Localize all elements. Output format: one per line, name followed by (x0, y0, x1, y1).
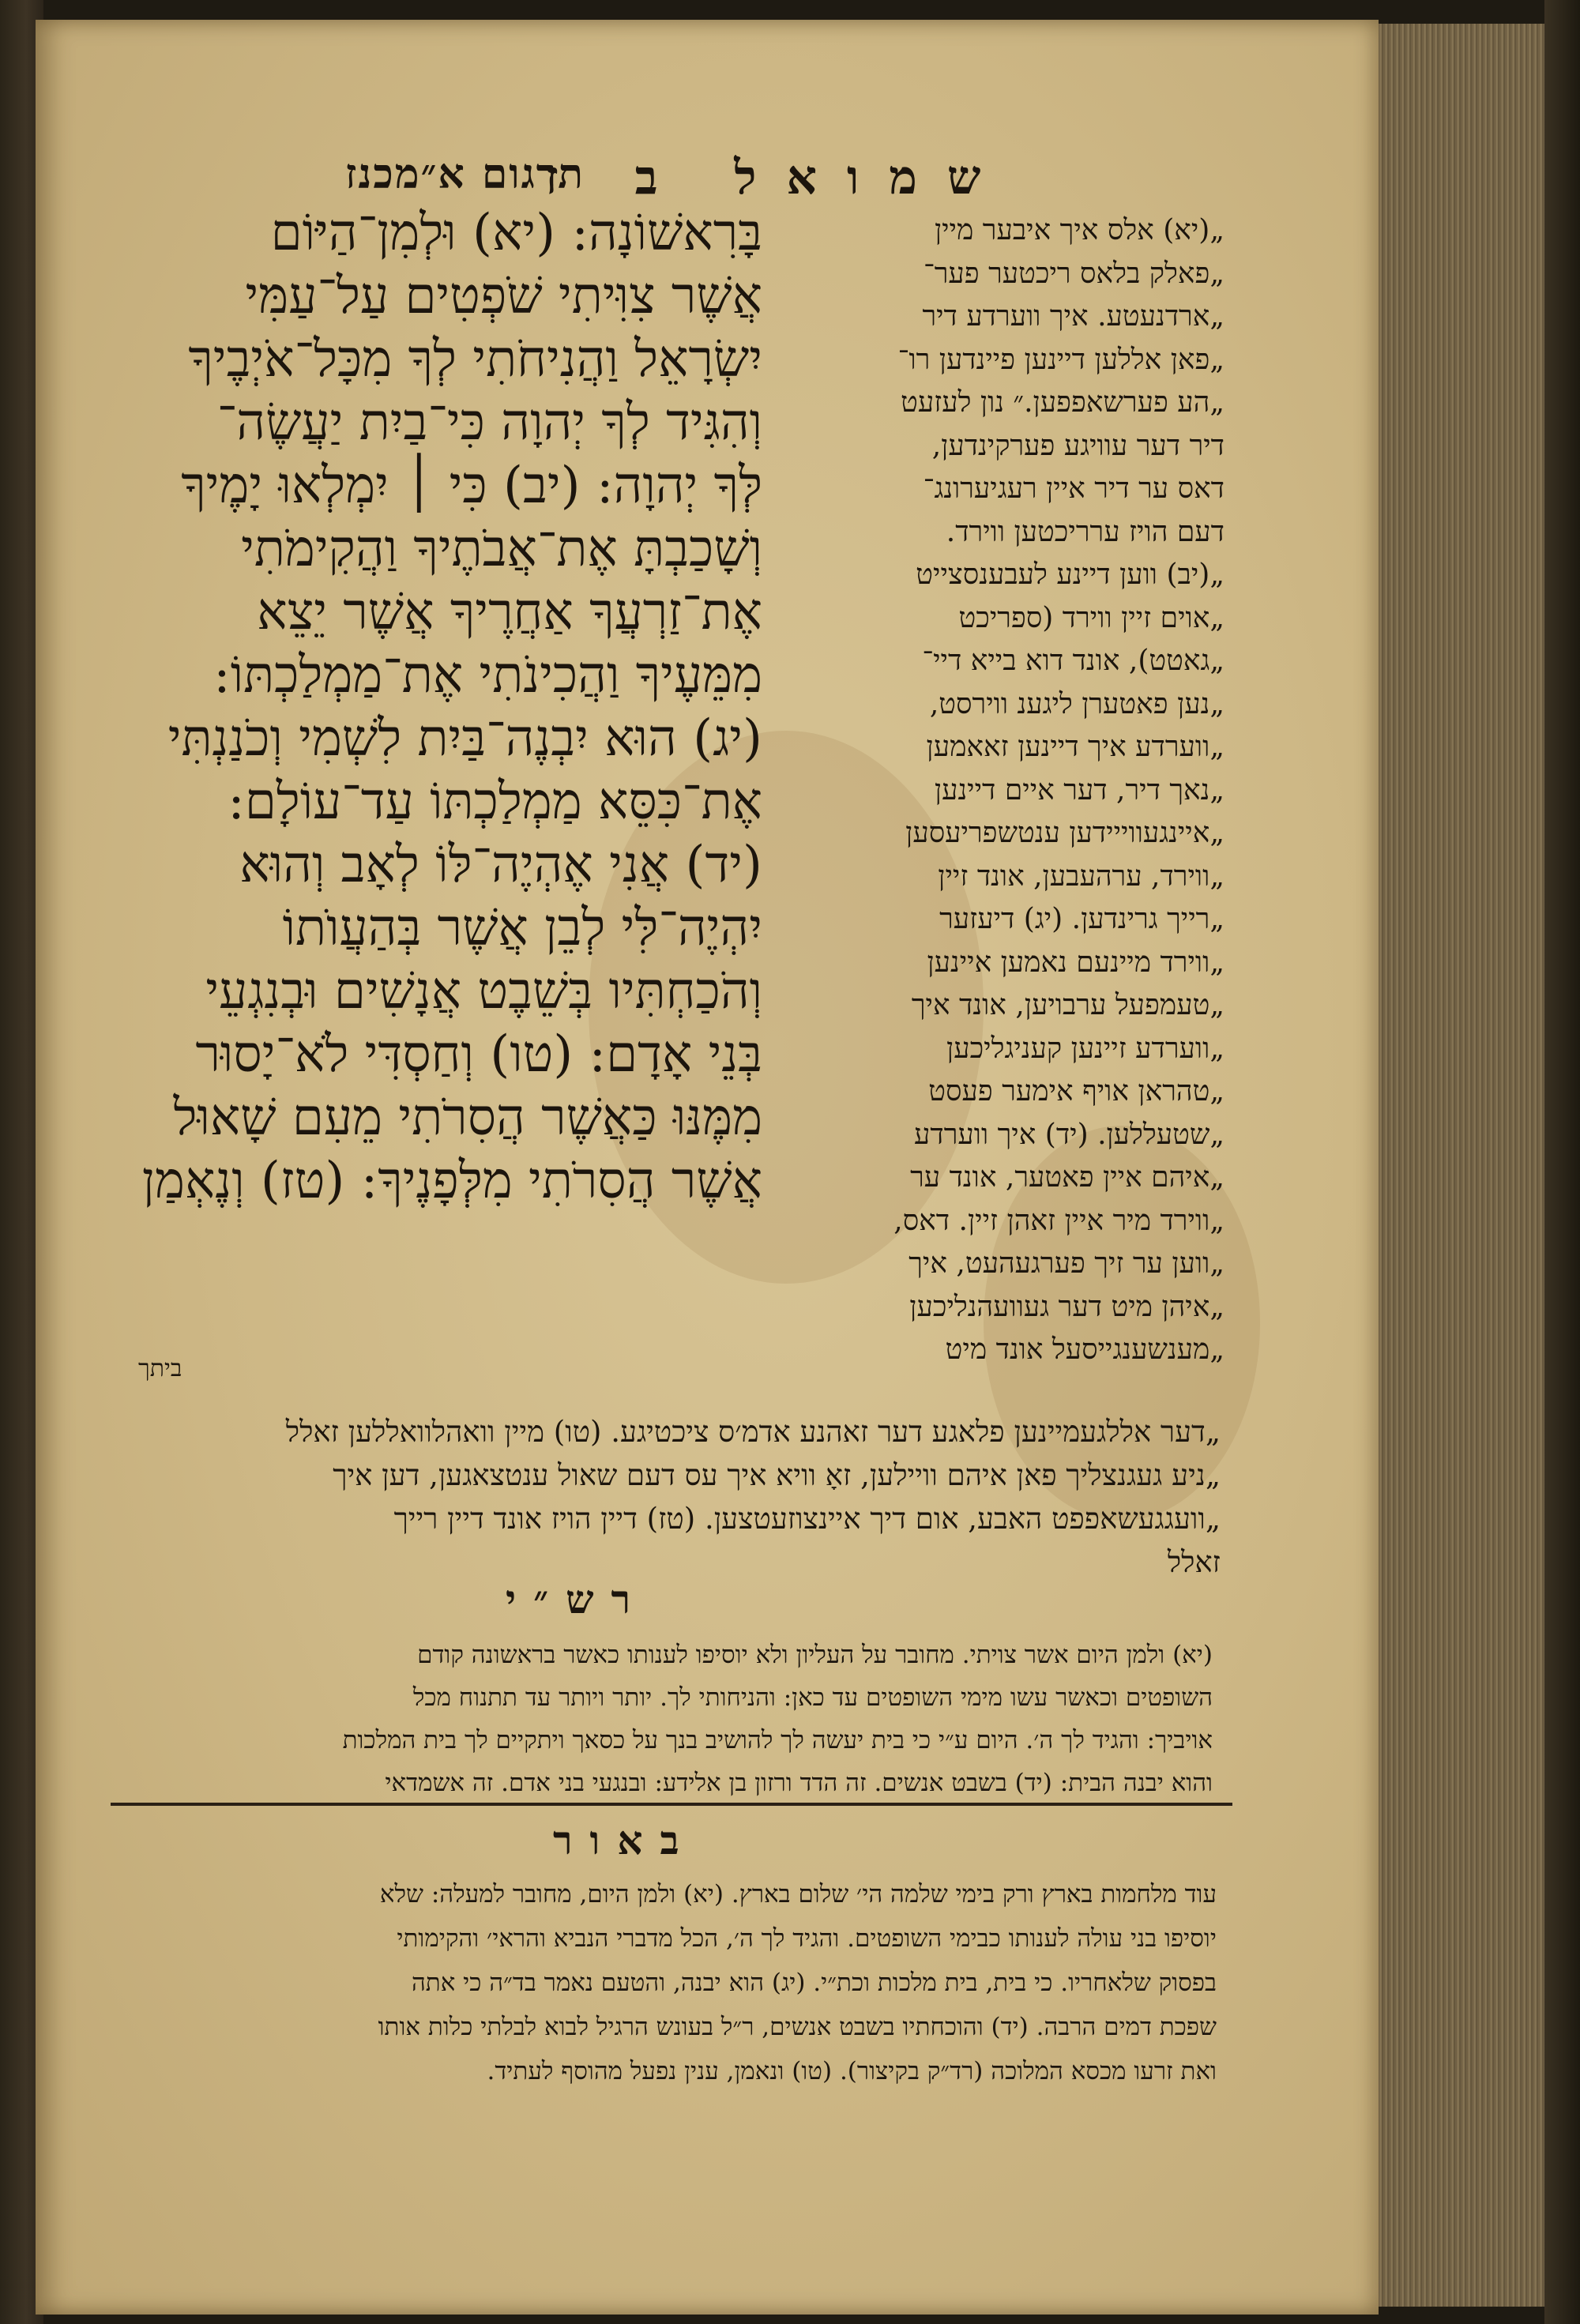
targum-line: דיר דער עוויגע פערקינדען, (931, 429, 1224, 462)
targum-line: „נען פאטערן ליגענ ווירסט, (929, 687, 1224, 720)
targum-wide-line: „וועגגעשאפפט האבע, אום דיך איינצוזעטצען. (טז) דיין הויז אונד דיין רייך (393, 1502, 1221, 1536)
page-edges (1379, 24, 1544, 2307)
targum-line: „מענשענגייסעל אונד מיט (945, 1333, 1224, 1366)
rashi-line: והוא יבנה הבית: (יד) בשבט אנשים. זה הדד ורזון בן אלידע: ובנגעי בני אדם. זה אשמדאי (385, 1769, 1213, 1797)
targum-line: „טהראן אויף אימער פעסט (928, 1075, 1224, 1107)
targum-line: „איהן מיט דער געוועהנליכען (909, 1290, 1224, 1323)
targum-line: דאס ער דיר איין רעגיערונג־ (923, 472, 1224, 505)
bible-line: מִמֶּנּוּ כַּאֲשֶׁר הֲסִרֹתִי מֵעִם שָׁאוּל (173, 1089, 762, 1147)
rashi-line: השופטים וכאשר עשו מימי השופטים עד כאן: והניחותי לך. יותר ויותר עד תתנוח מכל (412, 1683, 1213, 1712)
targum-line: „פאלק בלאס ריכטער פער־ (923, 257, 1224, 290)
bible-line: וְהִגִּיד לְךָ יְהוָה כִּי־בַיִת יַעֲשֶׂה־ (216, 393, 762, 452)
targum-line: „גאטט), אונד דוא בייא דיי־ (922, 645, 1224, 677)
targum-line: „אוים זיין ווירד (ספריכט (958, 601, 1224, 634)
bible-line: בְּנֵי אָדָם: (טו) וְחַסְדִּי לֹא־יָסוּר (195, 1025, 762, 1084)
rashi-commentary (115, 1634, 1213, 1804)
targum-line: „(יב) ווען דיינע לעבענסצייט (916, 558, 1224, 591)
biur-line: שפכת דמים הרבה. (יד) והוכחתיו בשבט אנשים, ר״ל בעונש הרגיל לבוא לבלתי כלות אותו (378, 2013, 1217, 2041)
bible-line: יִהְיֶה־לִּי לְבֵן אֲשֶׁר בְּהַעֲוֺתוֹ (282, 899, 762, 957)
targum-line: „ווירד מיר איין זאהן זיין. דאס, (893, 1204, 1224, 1237)
biur-title: באור (553, 1817, 697, 1863)
biur-commentary (111, 1872, 1217, 2093)
bible-line: אֲשֶׁר צִוִּיתִי שֹׁפְטִים עַל־עַמִּי (245, 267, 762, 325)
rashi-title: רש״י (506, 1576, 649, 1623)
bible-line: וְשָׁכַבְתָּ אֶת־אֲבֹתֶיךָ וַהֲקִימֹתִי (241, 520, 762, 578)
bible-line: יִשְׂרָאֵל וַהֲנִיחֹתִי לְךָ מִכָּל־אֹיְבֶיךָ (188, 330, 762, 389)
targum-continuation (118, 1410, 1221, 1584)
bible-line: לְּךָ יְהוָה: (יב) כִּי ׀ יִמְלְאוּ יָמֶיךָ (181, 457, 762, 515)
targum-line: „ווירד, ערהעבען, אונד זיין (938, 859, 1224, 893)
targum-column (798, 209, 1224, 1372)
targum-line: דעם הויז ערריכטען ווירד. (946, 515, 1224, 548)
rashi-line: אויביך: והגיד לך ה׳. היום ע״י כי בית יעשה לך להושיב בנך על כסאך ויתקיים לך בית המלכות (342, 1726, 1213, 1754)
targum-line: „ווירד מיינעם נאמען איינען (927, 946, 1224, 979)
bible-text-column (126, 201, 762, 1213)
biur-line: ואת זרעו מכסא המלוכה (רד״ק בקיצור). (טו) ונאמן, ענין נפעל מהוסף לעתיד. (487, 2057, 1217, 2085)
targum-line: „טעמפעל ערבויען, אונד איך (911, 989, 1224, 1021)
targum-line: „הע פערשאפפען.״ נון לעזעט (901, 386, 1224, 419)
targum-wide-line: „דער אללגעמיינען פלאגע דער זאהנע אדמ׳ס ציכטיגע. (טו) מיין וואהלוואללען זאלל (285, 1415, 1221, 1449)
targum-line: „(יא) אלס איך איבער מיין (934, 214, 1224, 246)
biur-line: עוד מלחמות בארץ ורק בימי שלמה הי׳ שלום בארץ. (יא) ולמן היום, מחובר למעלה: שלא (379, 1880, 1217, 1908)
catchword: ביתך (138, 1355, 182, 1382)
targum-line: „ארדנעטע. איך ווערדע דיר (922, 300, 1224, 333)
targum-line: „איינגעווייידען ענטשפריעסען (905, 817, 1224, 849)
targum-line: „ווערדע זיינען קעניגליכען (946, 1032, 1224, 1065)
targum-line: „ווען ער זיך פערגעהעט, איך (908, 1247, 1224, 1280)
targum-line: „נאך דיר, דער איים דיינען (934, 773, 1224, 807)
targum-line: „ווערדע איך דיינען זאאמען (926, 731, 1224, 763)
bible-line: (יד) אֲנִי אֶהְיֶה־לּוֹ לְאָב וְהוּא (239, 836, 762, 894)
biur-line: יוסיפו בני עולה לענותו כבימי השופטים. והגיד לך ה׳, הכל מדברי הנביא והראי׳ והקימותי (397, 1924, 1217, 1953)
targum-line: „שטעללען. (יד) איך ווערדע (914, 1118, 1224, 1151)
book-header: שמואל ב ז (545, 150, 1011, 205)
rashi-line: (יא) ולמן היום אשר צויתי. מחובר על העליון ולא יוסיפו לענותו כאשר בראשונה קודם (417, 1641, 1213, 1669)
bible-line: מִמֵּעֶיךָ וַהֲכִינֹתִי אֶת־מַמְלַכְתּוֹ: (213, 646, 762, 705)
targum-line: „פאן אללען דיינען פיינדען רו־ (897, 343, 1224, 376)
back-cover (1544, 0, 1580, 2324)
biur-line: בפסוק שלאחריו. כי בית, בית מלכות וכת״י. (יג) הוא יבנה, והטעם נאמר בד״ה כי אתה (411, 1969, 1217, 1997)
targum-wide-line: זאלל (1167, 1545, 1221, 1579)
bible-line: אֶת־כִּסֵּא מַמְלַכְתּוֹ עַד־עוֹלָם: (228, 773, 762, 831)
bible-line: אֶת־זַרְעֲךָ אַחֲרֶיךָ אֲשֶׁר יֵצֵא (257, 583, 762, 641)
bible-line: וְהֹכַחְתִּיו בְּשֵׁבֶט אֲנָשִׁים וּבְנִגְעֵי (205, 962, 762, 1021)
bible-line: (יג) הוּא יִבְנֶה־בַּיִת לִשְׁמִי וְכֹנַנְתִּי (167, 709, 762, 768)
bible-line: אֲשֶׁר הֲסִרֹתִי מִלְּפָנֶיךָ: (טז) וְנֶאְמַן (141, 1152, 762, 1210)
targum-header: תרגום א״מכנז (344, 150, 585, 198)
targum-line: „רייך גרינדען. (יג) דיעזער (939, 903, 1224, 935)
section-divider (111, 1803, 1232, 1806)
bible-line: בָּרִאשׁוֹנָה: (יא) וּלְמִן־הַיּוֹם (270, 204, 762, 262)
targum-wide-line: „ניע געגנצליך פאן איהם וויילען, זאָ וויא איך עס דעם שאול ענטצאגען, דען איך (333, 1458, 1221, 1492)
targum-line: „איהם איין פאטער, אונד ער (910, 1161, 1224, 1194)
